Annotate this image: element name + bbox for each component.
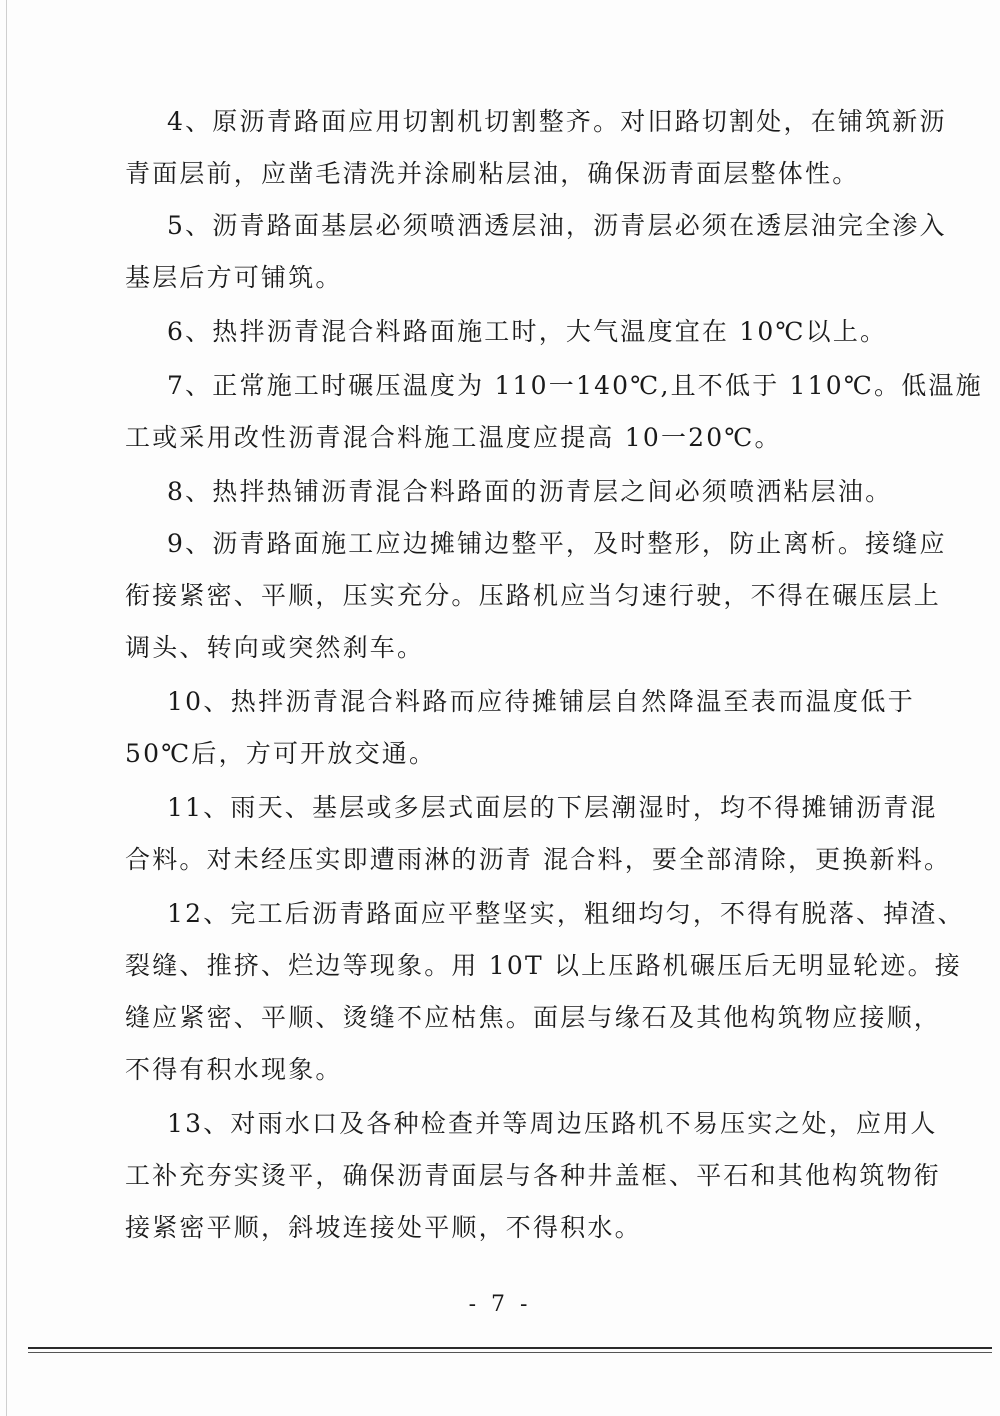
paragraph-line: 青面层前，应凿毛清洗并涂刷粘层油，确保沥青面层整体性。: [125, 159, 860, 188]
paragraph-line: 50℃后，方可开放交通。: [125, 739, 437, 768]
paragraph-line: 13、对雨水口及各种检查并等周边压路机不易压实之处，应用人: [167, 1109, 938, 1138]
paragraph-line: 6、热拌沥青混合料路面施工时，大气温度宜在 10℃以上。: [167, 317, 888, 346]
page-number: - 7 -: [468, 1292, 532, 1317]
paragraph-line: 接紧密平顺，斜坡连接处平顺，不得积水。: [125, 1213, 642, 1242]
footer-rule-thin: [28, 1352, 992, 1353]
paragraph-line: 7、正常施工时碾压温度为 110一140℃,且不低于 110℃。低温施: [167, 371, 983, 400]
paragraph-line: 基层后方可铺筑。: [125, 263, 343, 292]
paragraph-line: 10、热拌沥青混合料路而应待摊铺层自然降温至表而温度低于: [167, 687, 915, 716]
paragraph-line: 裂缝、推挤、烂边等现象。用 10T 以上压路机碾压后无明显轮迹。接: [125, 951, 962, 980]
paragraph-line: 5、沥青路面基层必须喷洒透层油，沥青层必须在透层油完全渗入: [167, 211, 947, 240]
paragraph-line: 8、热拌热铺沥青混合料路面的沥青层之间必须喷洒粘层油。: [167, 477, 893, 506]
paragraph-line: 衔接紧密、平顺，压实充分。压路机应当匀速行驶，不得在碾压层上: [125, 581, 942, 610]
paragraph-line: 9、沥青路面施工应边摊铺边整平，及时整形，防止离析。接缝应: [167, 529, 947, 558]
paragraph-line: 不得有积水现象。: [125, 1055, 343, 1084]
paragraph-line: 合料。对未经压实即遭雨淋的沥青 混合料，要全部清除，更换新料。: [125, 845, 952, 874]
paragraph-line: 4、原沥青路面应用切割机切割整齐。对旧路切割处，在铺筑新沥: [167, 107, 947, 136]
paragraph-line: 缝应紧密、平顺、烫缝不应枯焦。面层与缘石及其他构筑物应接顺，: [125, 1003, 942, 1032]
paragraph-line: 12、完工后沥青路面应平整坚实，粗细均匀，不得有脱落、掉渣、: [167, 899, 965, 928]
paragraph-line: 调头、转向或突然刹车。: [125, 633, 425, 662]
paragraph-line: 工或采用改性沥青混合料施工温度应提高 10一20℃。: [125, 423, 782, 452]
footer-rule: [28, 1347, 992, 1349]
scan-edge: [6, 0, 7, 1416]
paragraph-line: 11、雨天、基层或多层式面层的下层潮湿时，均不得摊铺沥青混: [167, 793, 938, 822]
paragraph-line: 工补充夯实烫平，确保沥青面层与各种井盖框、平石和其他构筑物衔: [125, 1161, 942, 1190]
